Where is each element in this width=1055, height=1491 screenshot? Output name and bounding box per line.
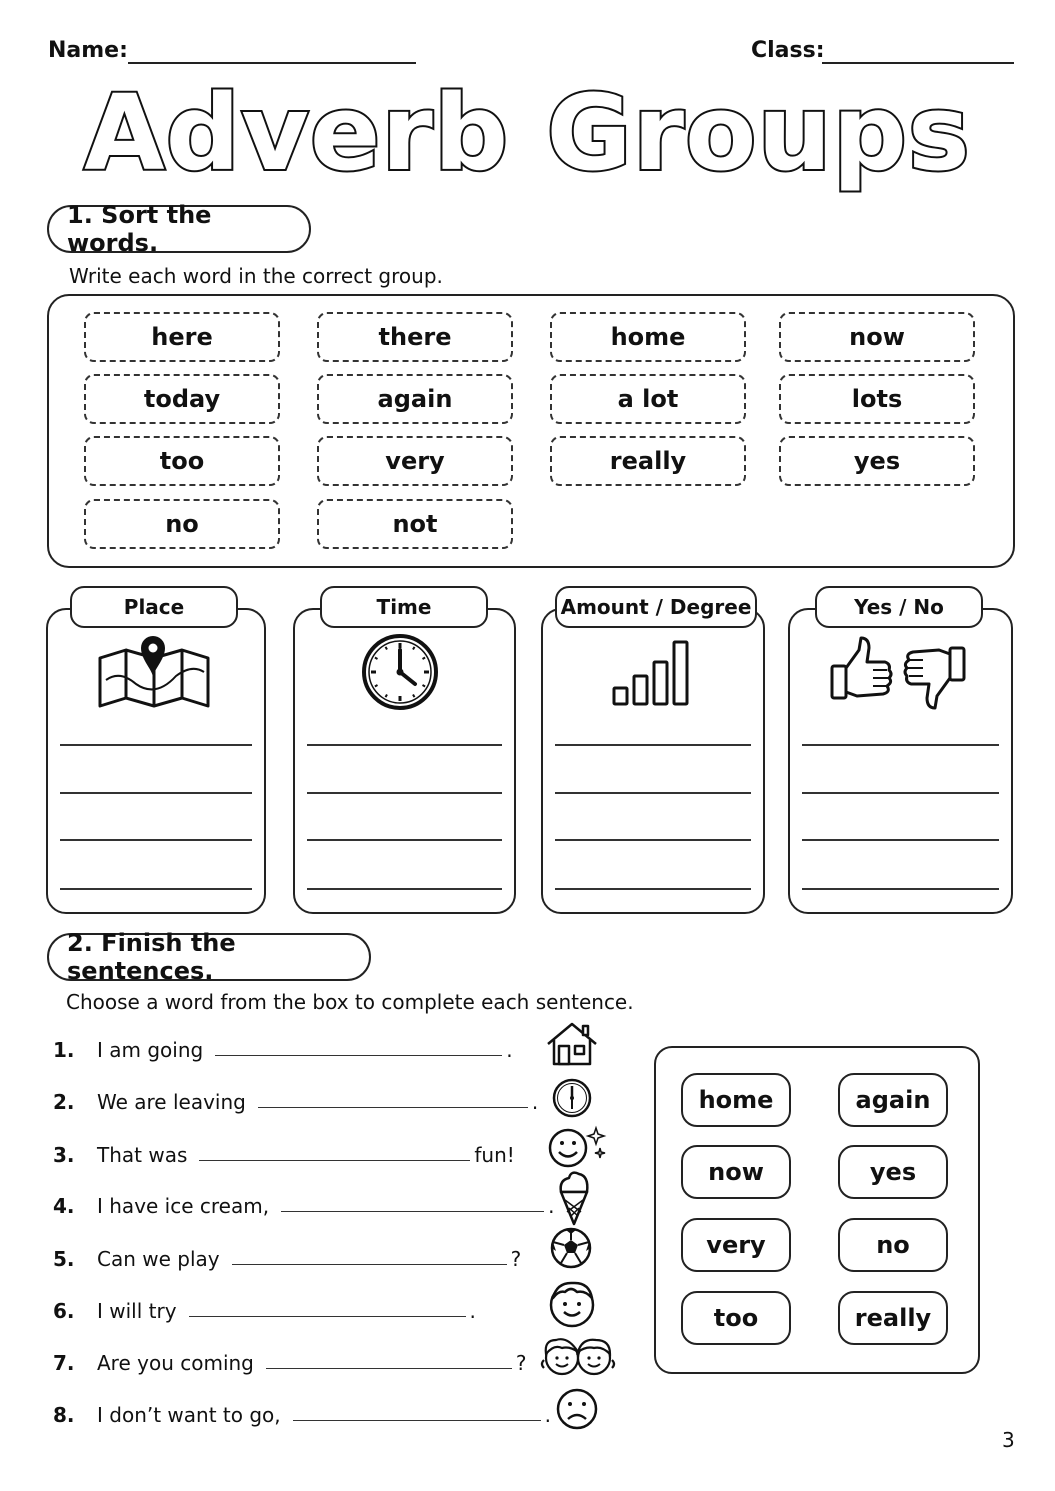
sentence-number: 4. xyxy=(53,1194,75,1218)
sentence-number: 6. xyxy=(53,1299,75,1323)
sentence-text: I don’t want to go, xyxy=(97,1403,281,1427)
word-option[interactable]: really xyxy=(838,1291,948,1345)
writing-line[interactable] xyxy=(555,744,751,746)
writing-line[interactable] xyxy=(555,839,751,841)
writing-line[interactable] xyxy=(307,839,502,841)
word-card[interactable]: no xyxy=(84,499,280,549)
section2-instruction: Choose a word from the box to complete each sentence. xyxy=(66,990,634,1014)
name-label: Name: xyxy=(48,38,128,63)
sentence-row xyxy=(53,1034,513,1062)
map-pin-icon xyxy=(96,640,214,716)
sentence-end: . xyxy=(506,1038,513,1062)
category-label: Time xyxy=(320,586,488,628)
word-card[interactable]: here xyxy=(84,312,280,362)
writing-line[interactable] xyxy=(307,888,502,890)
sentence-text: Are you coming xyxy=(97,1351,254,1375)
sentence-end: fun! xyxy=(474,1143,515,1167)
boy-face-icon xyxy=(545,1278,599,1332)
section1-heading: 1. Sort the words. xyxy=(47,205,311,253)
smiley-sparkle-icon xyxy=(548,1126,608,1174)
writing-line[interactable] xyxy=(60,888,252,890)
word-card[interactable]: today xyxy=(84,374,280,424)
word-card[interactable]: not xyxy=(317,499,513,549)
sentence-row xyxy=(53,1243,521,1271)
sentence-row xyxy=(53,1399,551,1427)
word-card[interactable]: really xyxy=(550,436,746,486)
writing-line[interactable] xyxy=(307,744,502,746)
sentence-text: I have ice cream, xyxy=(97,1194,270,1218)
word-card[interactable]: home xyxy=(550,312,746,362)
writing-line[interactable] xyxy=(60,839,252,841)
word-option[interactable]: too xyxy=(681,1291,791,1345)
house-icon xyxy=(545,1020,599,1072)
word-card[interactable]: too xyxy=(84,436,280,486)
class-line[interactable] xyxy=(822,62,1014,64)
word-card[interactable]: there xyxy=(317,312,513,362)
writing-line[interactable] xyxy=(802,792,999,794)
sentence-end: . xyxy=(531,1090,539,1114)
answer-blank[interactable] xyxy=(232,1264,507,1265)
sentence-text: That was xyxy=(97,1143,188,1167)
sentence-number: 2. xyxy=(53,1090,75,1114)
word-option[interactable]: no xyxy=(838,1218,948,1272)
word-card[interactable]: again xyxy=(317,374,513,424)
sentence-number: 8. xyxy=(53,1403,75,1427)
two-kids-icon xyxy=(540,1334,616,1382)
sentence-row xyxy=(53,1347,527,1375)
word-option[interactable]: home xyxy=(681,1073,791,1127)
sentence-end: . xyxy=(469,1299,476,1323)
name-line[interactable] xyxy=(128,62,416,64)
sentence-number: 1. xyxy=(53,1038,75,1062)
sentence-row xyxy=(53,1086,538,1114)
writing-line[interactable] xyxy=(307,792,502,794)
word-card[interactable]: lots xyxy=(779,374,975,424)
soccer-ball-icon xyxy=(550,1227,592,1273)
sentence-text: We are leaving xyxy=(97,1090,246,1114)
category-label: Yes / No xyxy=(815,586,983,628)
sentence-end: . xyxy=(548,1194,555,1218)
writing-line[interactable] xyxy=(802,839,999,841)
page-number: 3 xyxy=(1002,1428,1015,1452)
word-option[interactable]: now xyxy=(681,1145,791,1199)
sentence-row xyxy=(53,1295,476,1323)
category-label: Place xyxy=(70,586,238,628)
word-option[interactable]: very xyxy=(681,1218,791,1272)
sad-face-icon xyxy=(555,1387,599,1435)
sentence-number: 5. xyxy=(53,1247,75,1271)
sentence-text: I will try xyxy=(97,1299,177,1323)
writing-line[interactable] xyxy=(555,792,751,794)
ice-cream-icon xyxy=(557,1170,591,1230)
word-option[interactable]: again xyxy=(838,1073,948,1127)
word-card[interactable]: a lot xyxy=(550,374,746,424)
writing-line[interactable] xyxy=(60,744,252,746)
section1-instruction: Write each word in the correct group. xyxy=(69,264,443,288)
sentence-end: . xyxy=(544,1403,551,1427)
writing-line[interactable] xyxy=(802,744,999,746)
answer-blank[interactable] xyxy=(199,1160,470,1161)
writing-line[interactable] xyxy=(60,792,252,794)
sentence-end: ? xyxy=(510,1247,522,1271)
answer-blank[interactable] xyxy=(266,1368,512,1369)
sentence-number: 3. xyxy=(53,1143,75,1167)
sentence-row xyxy=(53,1139,515,1167)
sentence-end: ? xyxy=(515,1351,527,1375)
bar-chart-icon xyxy=(610,638,700,712)
word-card[interactable]: very xyxy=(317,436,513,486)
class-label: Class: xyxy=(751,38,825,63)
category-label: Amount / Degree xyxy=(555,586,757,628)
word-option[interactable]: yes xyxy=(838,1145,948,1199)
sentence-number: 7. xyxy=(53,1351,75,1375)
sentence-text: I am going xyxy=(97,1038,204,1062)
word-card[interactable]: yes xyxy=(779,436,975,486)
answer-blank[interactable] xyxy=(189,1316,466,1317)
thumbs-up-down-icon xyxy=(829,636,967,714)
answer-blank[interactable] xyxy=(215,1055,502,1056)
word-card[interactable]: now xyxy=(779,312,975,362)
writing-line[interactable] xyxy=(555,888,751,890)
answer-blank[interactable] xyxy=(258,1107,528,1108)
clock-icon xyxy=(552,1078,592,1122)
sentence-row xyxy=(53,1190,554,1218)
clock-icon xyxy=(360,632,440,716)
section2-heading: 2. Finish the sentences. xyxy=(47,933,371,981)
writing-line[interactable] xyxy=(802,888,999,890)
answer-blank[interactable] xyxy=(293,1420,541,1421)
sentence-text: Can we play xyxy=(97,1247,220,1271)
answer-blank[interactable] xyxy=(281,1211,544,1212)
page-title: Adverb Groups xyxy=(84,72,971,194)
